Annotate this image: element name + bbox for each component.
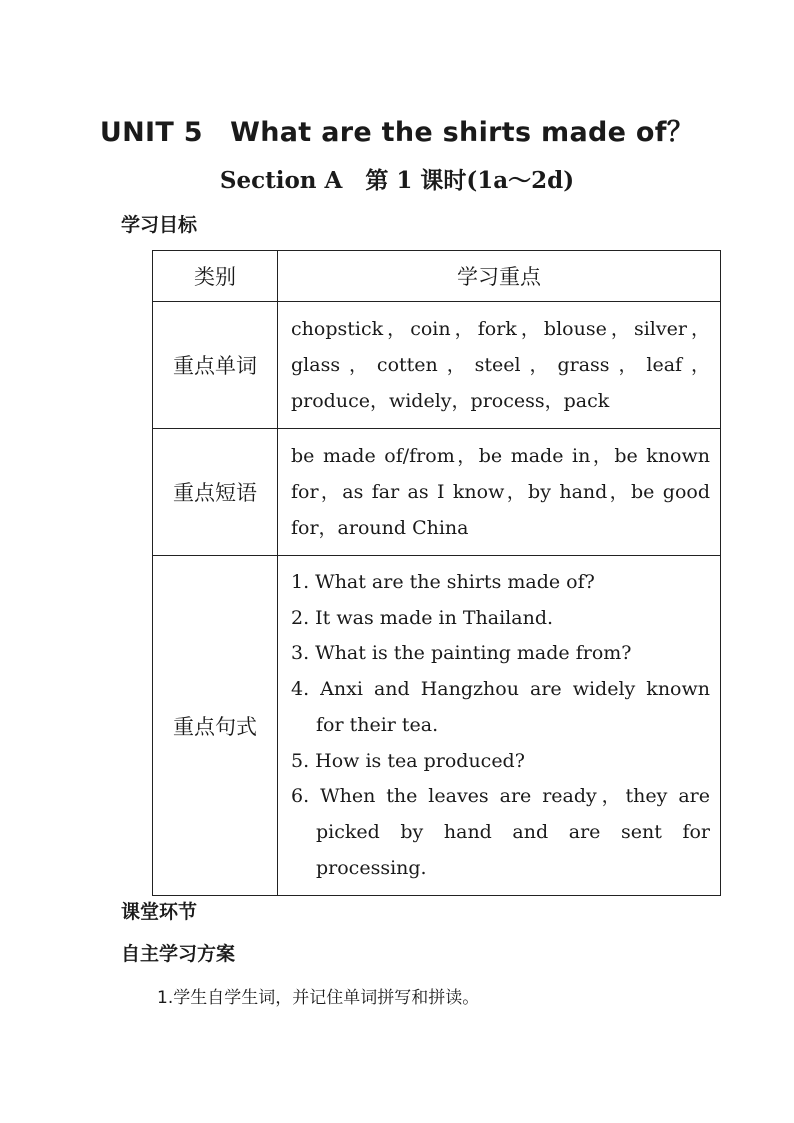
section-heading-class: 课堂环节: [121, 901, 198, 923]
list-item: 4. Anxi and Hangzhou are widely known for their tea.: [291, 678, 710, 736]
lesson-subtitle: Section A 第 1 课时(1a～2d): [219, 167, 575, 194]
table-row: [153, 429, 721, 556]
row-category: 重点单词: [153, 302, 278, 429]
sentence-list: [291, 565, 710, 886]
row-category: 重点短语: [153, 429, 278, 556]
list-item: 5. How is tea produced?: [291, 749, 525, 772]
section-heading-self-study: 自主学习方案: [121, 943, 236, 965]
list-item: 2. It was made in Thailand.: [291, 606, 554, 629]
table-row: [153, 556, 721, 896]
header-focus: 学习重点: [278, 251, 721, 302]
section-heading-goals: 学习目标: [121, 214, 198, 236]
unit-title: UNIT 5 What are the shirts made of？: [99, 117, 695, 148]
table-header-row: [153, 251, 721, 302]
table-row: [153, 302, 721, 429]
paragraph: 1.学生自学生词，并记住单词拼写和拼读。: [157, 988, 480, 1008]
list-item: 1. What are the shirts made of?: [291, 571, 595, 593]
learning-goals-table: [152, 250, 721, 896]
row-category: 重点句式: [153, 556, 278, 896]
row-content: [278, 556, 721, 896]
header-category: 类别: [153, 251, 278, 302]
row-content: be made of/from，be made in，be known for，as far as I know，by hand，be good for，around China: [278, 429, 721, 556]
list-item: 6. When the leaves are ready，they are picked by hand and are sent for processing.: [291, 785, 710, 879]
list-item: 3. What is the painting made from?: [291, 642, 632, 665]
row-content: chopstick，coin，fork，blouse，silver，glass，cotten，steel，grass，leaf，produce，widely，process，pack: [278, 302, 721, 429]
